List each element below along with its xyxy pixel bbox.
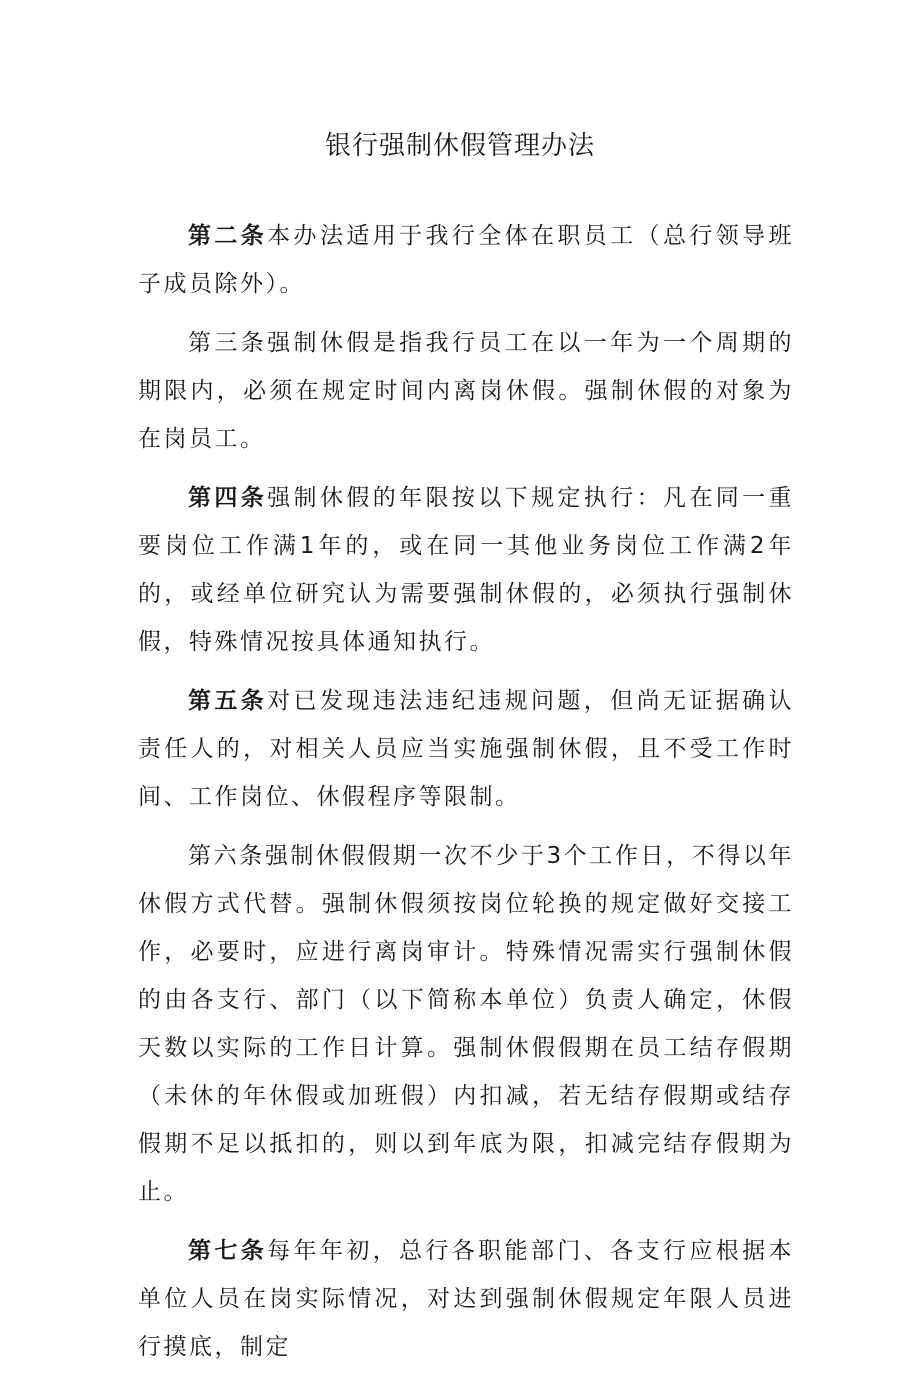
document-title: 银行强制休假管理办法 <box>324 131 595 161</box>
article-5 <box>138 677 794 821</box>
article-7 <box>138 1227 794 1371</box>
article-2 <box>138 212 794 308</box>
article-4 <box>138 474 794 666</box>
article-label: 第六条 <box>188 843 265 869</box>
article-label: 第二条 <box>188 223 268 249</box>
article-6 <box>138 832 794 1216</box>
article-text: 强制休假假期一次不少于3个工作日，不得以年休假方式代替。强制休假须按岗位轮换的规定做好交接工作，必要时，应进行离岗审计。特殊情况需实行强制休假的由各支行、部门（以下简称本单位）负责人确定，休假天数以实际的工作日计算。强制休假假期在员工结存假期（未休的年休假或加班假）内扣减，若无结存假期或结存假期不足以抵扣的，则以到年底为限，扣减完结存假期为止。 <box>138 843 794 1205</box>
article-text: 每年年初，总行各职能部门、各支行应根据本单位人员在岗实际情况，对达到强制休假规定年限人员进行摸底，制定 <box>138 1238 795 1360</box>
article-label: 第七条 <box>188 1238 268 1264</box>
document-body <box>138 212 794 1382</box>
article-label: 第四条 <box>188 485 268 511</box>
article-text: 强制休假的年限按以下规定执行：凡在同一重要岗位工作满1年的，或在同一其他业务岗位工作满2年的，或经单位研究认为需要强制休假的，必须执行强制休假，特殊情况按具体通知执行。 <box>138 485 795 655</box>
article-label: 第五条 <box>188 688 268 714</box>
article-3 <box>138 319 794 463</box>
article-label: 第三条 <box>188 330 268 356</box>
article-text: 对已发现违法违纪违规问题，但尚无证据确认责任人的，对相关人员应当实施强制休假，且不受工作时间、工作岗位、休假程序等限制。 <box>138 688 795 810</box>
article-text: 本办法适用于我行全体在职员工（总行领导班子成员除外）。 <box>138 223 795 297</box>
article-text: 强制休假是指我行员工在以一年为一个周期的期限内，必须在规定时间内离岗休假。强制休假的对象为在岗员工。 <box>138 330 795 452</box>
